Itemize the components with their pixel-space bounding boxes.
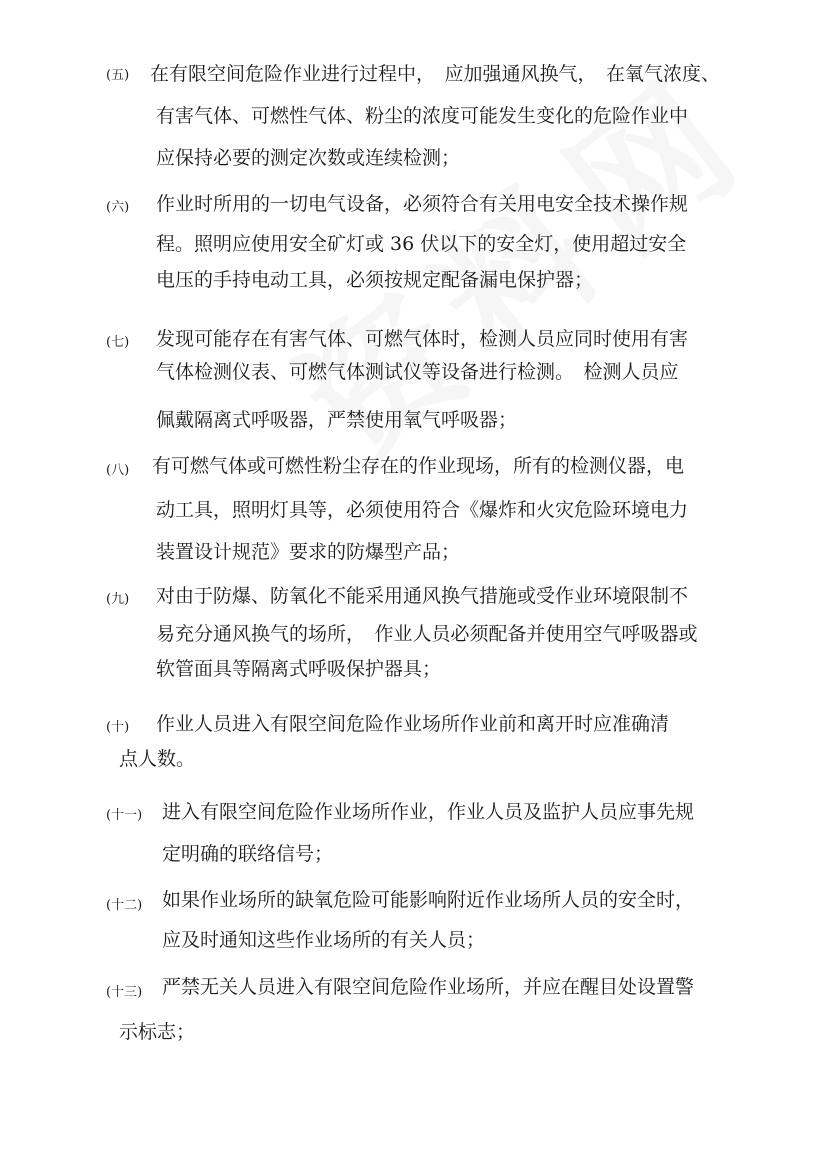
- item-text-line: 软管面具等隔离式呼吸保护器具；: [156, 658, 442, 680]
- item-text-line: 易充分通风换气的场所， 作业人员必须配备并使用空气呼吸器或: [156, 623, 698, 645]
- item-number: (八): [106, 463, 130, 478]
- item-text-line: 电压的手持电动工具，必须按规定配备漏电保护器；: [156, 269, 594, 291]
- item-text-line: 应及时通知这些作业场所的有关人员；: [162, 929, 486, 951]
- item-number: (十三): [106, 985, 143, 1000]
- item-number: (十一): [106, 808, 143, 823]
- item-number: (七): [106, 335, 130, 350]
- item-text-line: 作业人员进入有限空间危险作业场所作业前和离开时应准确清: [156, 713, 670, 735]
- item-text-line: 应保持必要的测定次数或连续检测；: [156, 147, 461, 169]
- item-number: (九): [106, 592, 130, 607]
- item-text-line: 气体检测仪表、可燃气体测试仪等设备进行检测。 检测人员应: [156, 361, 679, 383]
- item-text-line: 定明确的联络信号；: [162, 843, 334, 865]
- item-text-line: 示标志；: [119, 1021, 196, 1043]
- item-text-line: 佩戴隔离式呼吸器，严禁使用氧气呼吸器；: [156, 409, 518, 431]
- item-number: (十二): [106, 898, 143, 913]
- item-text-line: 作业时所用的一切电气设备，必须符合有关用电安全技术操作规: [156, 193, 689, 215]
- item-text-line: 如果作业场所的缺氧危险可能影响附近作业场所人员的安全时，: [162, 889, 695, 911]
- item-text-line: 进入有限空间危险作业场所作业，作业人员及监护人员应事先规: [162, 801, 695, 823]
- item-text-line: 装置设计规范》要求的防爆型产品；: [156, 541, 461, 563]
- item-text-line: 在有限空间危险作业进行过程中， 应加强通风换气， 在氧气浓度、: [150, 63, 721, 85]
- item-number: (十): [106, 720, 130, 735]
- item-text-line: 严禁无关人员进入有限空间危险作业场所，并应在醒目处设置警: [162, 976, 695, 998]
- item-text-line: 点人数。: [119, 748, 196, 770]
- item-number: (六): [106, 200, 130, 215]
- item-text-line: 有害气体、可燃性气体、粉尘的浓度可能发生变化的危险作业中: [156, 105, 689, 127]
- item-text-line: 动工具，照明灯具等，必须使用符合《爆炸和火灾危险环境电力: [156, 499, 689, 521]
- item-text-line: 发现可能存在有害气体、可燃气体时，检测人员应同时使用有害: [156, 328, 689, 350]
- item-text-line: 程。照明应使用安全矿灯或 36 伏以下的安全灯，使用超过安全: [156, 233, 687, 255]
- item-text-line: 有可燃气体或可燃性粉尘存在的作业现场，所有的检测仪器，电: [152, 455, 685, 477]
- item-text-line: 对由于防爆、防氧化不能采用通风换气措施或受作业环境限制不: [156, 585, 689, 607]
- item-number: (五): [106, 68, 130, 83]
